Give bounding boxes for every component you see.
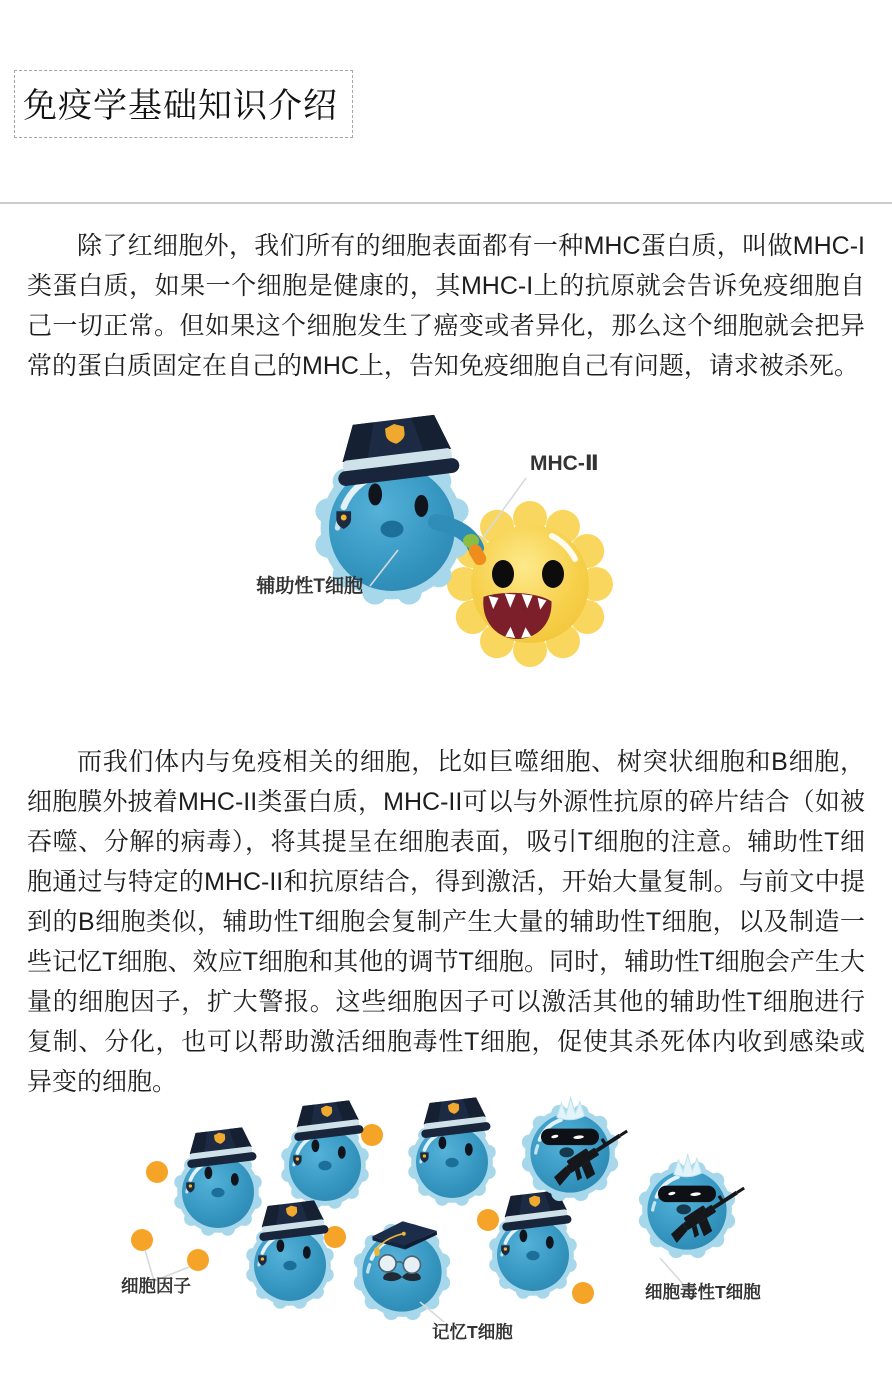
cytotoxic-t-cell bbox=[639, 1155, 754, 1259]
title-frame[interactable] bbox=[14, 70, 353, 138]
helper-t-cell bbox=[489, 1189, 576, 1299]
memory-t-label: 记忆T细胞 bbox=[432, 1322, 513, 1342]
helper-t-cell bbox=[281, 1099, 368, 1209]
figure-helper-t-and-mhc2 bbox=[230, 408, 650, 708]
cytokine-label: 细胞因子 bbox=[121, 1276, 191, 1296]
cytotoxic-t-label: 细胞毒性T细胞 bbox=[645, 1282, 761, 1302]
cytotoxic-t-label-line bbox=[660, 1258, 684, 1285]
mhc2-label: MHC-Ⅱ bbox=[530, 452, 599, 475]
section-divider bbox=[0, 202, 892, 204]
cytokine-dot bbox=[572, 1282, 594, 1304]
figure-t-cell-types bbox=[90, 1095, 790, 1350]
page-title: 免疫学基础知识介绍 bbox=[23, 87, 338, 125]
helper-t-cell bbox=[246, 1199, 333, 1309]
cytotoxic-t-cell bbox=[522, 1098, 637, 1202]
cytokine-dot bbox=[131, 1229, 153, 1251]
helper-t-cell bbox=[408, 1096, 495, 1206]
cytokine-dot bbox=[187, 1249, 209, 1271]
paragraph-mhc-intro: 除了红细胞外，我们所有的细胞表面都有一种MHC蛋白质，叫做MHC-I类蛋白质，如果一个细胞是健康的，其MHC-I上的抗原就会告诉免疫细胞自己一切正常。但如果这个细胞发生了癌变或者异化，那么这个细胞就会把异常的蛋白质固定在自己的MHC上，告知免疫细胞自己有问题，请求被杀死。 bbox=[27, 232, 865, 380]
cytokine-dot bbox=[361, 1124, 383, 1146]
antigen-monster bbox=[447, 501, 613, 667]
cytokine-dot bbox=[146, 1161, 168, 1183]
memory-t-cell bbox=[354, 1218, 450, 1320]
helper-t-label: 辅助性T细胞 bbox=[256, 576, 363, 597]
cytokine-dot bbox=[477, 1209, 499, 1231]
helper-t-cell bbox=[174, 1126, 261, 1236]
paragraph-helper-t: 而我们体内与免疫相关的细胞，比如巨噬细胞、树突状细胞和B细胞，细胞膜外披着MHC-II类蛋白质，MHC-II可以与外源性抗原的碎片结合（如被吞噬、分解的病毒），将其提呈在细胞表面，吸引T细胞的注意。辅助性T细胞通过与特定的MHC-II和抗原结合，得到激活，开始大量复制。与前文中提到的B细胞类似，辅助性T细胞会复制产生大量的辅助性T细胞，以及制造一些记忆T细胞、效应T细胞和其他的调节T细胞。同时，辅助性T细胞会产生大量的细胞因子，扩大警报。这些细胞因子可以激活其他的辅助性T细胞进行复制、分化，也可以帮助激活细胞毒性T细胞，促使其杀死体内收到感染或异变的细胞。 bbox=[27, 748, 865, 1096]
